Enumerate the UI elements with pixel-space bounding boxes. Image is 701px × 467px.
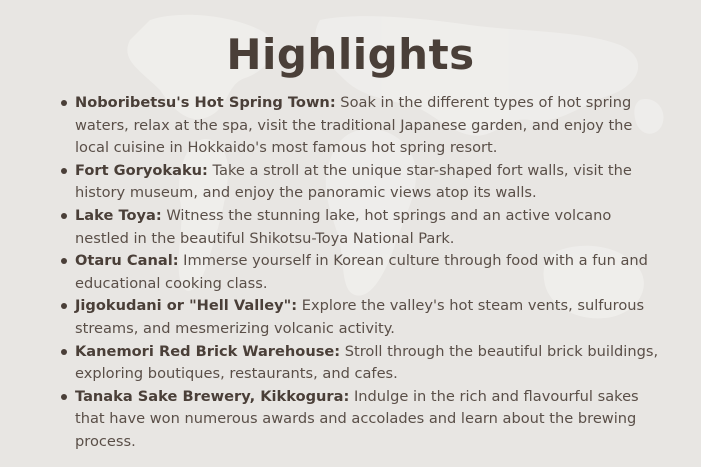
highlight-description: Stroll through the beautiful brick buildings, exploring boutiques, restaurants, and cafes.	[75, 342, 659, 383]
highlight-description: Witness the stunning lake, hot springs and an active volcano nestled in the beautiful Shikotsu-Toya National Park.	[75, 206, 612, 247]
highlights-list	[56, 92, 666, 454]
highlight-description: Indulge in the rich and flavourful sakes that have won numerous awards and accolades and learn about the brewing process.	[75, 387, 639, 450]
bullet-icon	[61, 349, 67, 355]
highlight-description: Soak in the different types of hot spring waters, relax at the spa, visit the traditional Japanese garden, and enjoy the local cuisine in Hokkaido's most famous hot spring resort.	[75, 94, 633, 157]
highlight-name: Fort Goryokaku:	[75, 161, 208, 179]
highlight-name: Jigokudani or "Hell Valley":	[75, 297, 298, 315]
bullet-icon	[61, 258, 67, 264]
page-title: Highlights	[226, 30, 475, 79]
list-item	[56, 386, 666, 454]
bullet-icon	[61, 394, 67, 400]
list-item	[56, 160, 666, 205]
highlight-name: Lake Toya:	[75, 206, 162, 224]
list-item	[56, 341, 666, 386]
highlight-name: Otaru Canal:	[75, 252, 179, 270]
highlight-name: Noboribetsu's Hot Spring Town:	[75, 94, 336, 111]
bullet-icon	[61, 213, 67, 219]
bullet-icon	[61, 168, 67, 174]
list-item	[56, 250, 666, 295]
list-item	[56, 92, 666, 160]
highlight-description: Immerse yourself in Korean culture through food with a fun and educational cooking class.	[75, 252, 648, 292]
bullet-icon	[61, 100, 67, 106]
highlight-description: Take a stroll at the unique star-shaped fort walls, visit the history museum, and enjoy the panoramic views atop its walls.	[75, 161, 632, 202]
list-item	[56, 295, 666, 340]
bullet-icon	[61, 303, 67, 309]
highlight-description: Explore the valley's hot steam vents, sulfurous streams, and mesmerizing volcanic activity.	[75, 297, 645, 337]
list-item	[56, 205, 666, 250]
highlight-name: Kanemori Red Brick Warehouse:	[75, 342, 341, 360]
highlight-name: Tanaka Sake Brewery, Kikkogura:	[75, 387, 350, 405]
